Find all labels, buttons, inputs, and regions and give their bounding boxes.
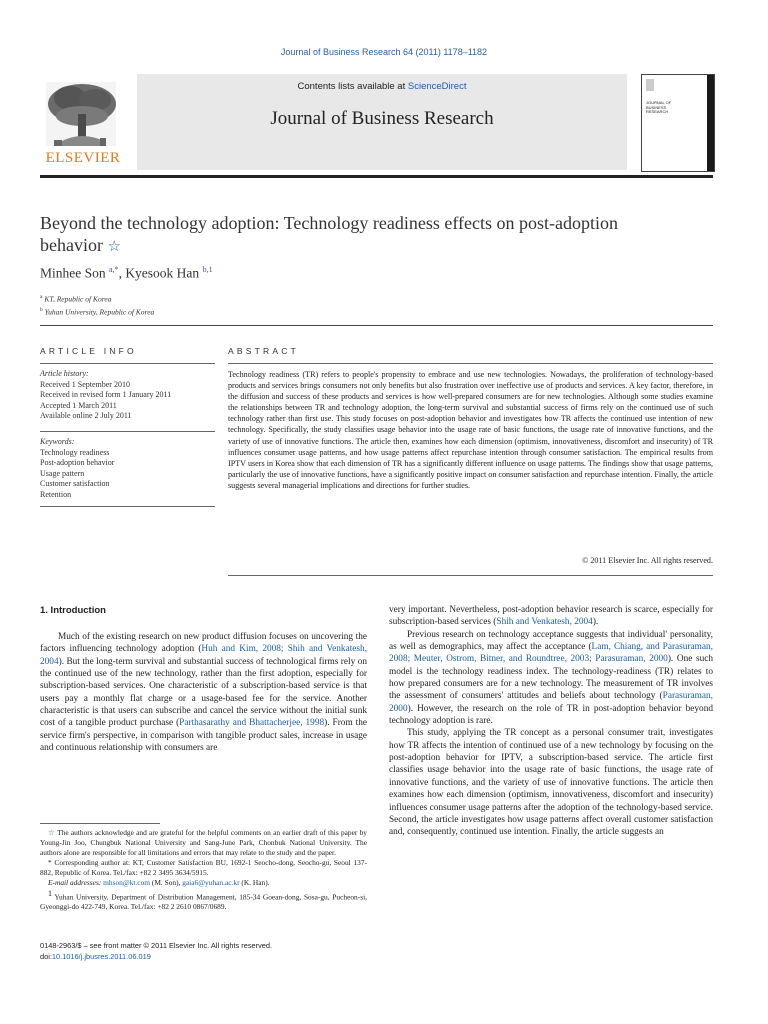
citation-link[interactable]: Shih and Venkatesh, 2004 bbox=[496, 617, 593, 628]
page-footer bbox=[40, 940, 367, 962]
affiliation-a: KT, Republic of Korea bbox=[44, 294, 112, 304]
author-list: Minhee Son $^{a,*}$, Kyesook Han $^{b,1}$ bbox=[40, 265, 213, 281]
abstract-text: Technology readiness (TR) refers to people's propensity to embrace and use new technologies. Nowadays, the proliferation of technology-based products and services brings consumers not only benefits but also frustration over ineffective use of products and services. A key factor, therefore, in the diffusion and success of these products and services is how well-prepared consumers are for new technologies. Although some studies examine the relationships between TR and technology adoption, the long-term survival and substantial success of firms rely on the continued use of such technology rather than first use. This study focuses on post-adoption behavior and investigates how TR affects the continued use intention of new technology. Specifically, the study classifies usage behavior into the usage rate of basic functions, the usage rate of innovative functions, and the variety of use of innovative functions. The article then, examines how each dimension (optimism, innovativeness, discomfort and insecurity) of TR influences consumer usage patterns, and how usage patterns affect repurchase intention through consumer satisfaction. The empirical results from IPTV users in Korea show that each dimension of TR has a significantly different influence on usage patterns. The findings show that usage patterns, particularly the use of innovative functions, have a significantly positive impact on consumer satisfaction and repurchase intention. Finally, the article suggests several managerial implications and directions for further studies. bbox=[228, 370, 713, 490]
contents-available-line: Contents lists available at ScienceDirect bbox=[297, 81, 467, 92]
elsevier-logo bbox=[40, 80, 126, 170]
citation-link[interactable]: Huh and Kim, 2008; Shih and Venkatesh, 2004 bbox=[40, 644, 367, 667]
paragraph: Much of the existing research on new product diffusion focuses on uncovering the factors influencing technology adoption (Huh and Kim, 2008; Shih and Venkatesh, 2004). But the long-term survival and substantial success of technological firms rely on the continued use of the new technology, rather than the first adoption, especially for subscription-based services. One characteristic of a subscription-based service is that users pay a monthly flat charge or a usage-based fee for the service. Another characteristic is that users can subscribe and cancel the service without the initial sunk cost of a tangible product purchase (Parthasarathy and Bhattacherjee, 1998). From the service firm's perspective, in comparison with tangible product sales, increase in usage and continuous relationship with consumers are bbox=[40, 632, 368, 754]
paragraph: This study, applying the TR concept as a personal consumer trait, investigates how TR affects the intention of continued use of a new technology by focusing on the post-adoption behavior for IPTV, a subscription-based service. The article first classifies usage behavior into the usage rate of basic functions, the usage rate of innovative functions, and the variety of use of innovative functions. The article then examines how each dimension (optimism, innovativeness, discomfort and insecurity) influences consumer usage patterns after the adoption of the technology-based service. Second, the article investigates how usage patterns affect overall customer satisfaction and, consequently, continued use intention. Finally, the article suggests an bbox=[389, 728, 713, 838]
sciencedirect-link[interactable]: ScienceDirect bbox=[407, 81, 467, 92]
citation-link[interactable]: Lam, Chiang, and Parasuraman, 2008; Meuter, Ostrom, Bitner, and Roundtree, 2003; Parasuraman, 2000 bbox=[389, 642, 713, 665]
footnote-rule bbox=[40, 823, 160, 824]
abstract-copyright: © 2011 Elsevier Inc. All rights reserved. bbox=[582, 556, 713, 565]
article-title: Beyond the technology adoption: Technology readiness effects on post-adoption behavior ☆ bbox=[40, 213, 618, 255]
author-han-affil[interactable]: b,1 bbox=[202, 265, 213, 274]
keyword: Post-adoption behavior bbox=[40, 458, 115, 467]
email-link[interactable]: mhson@kt.com bbox=[103, 878, 151, 888]
journal-name: Journal of Business Research bbox=[270, 108, 494, 129]
doi-link[interactable]: 10.1016/j.jbusres.2011.06.019 bbox=[51, 952, 151, 961]
journal-header-box bbox=[137, 74, 627, 170]
keyword: Retention bbox=[40, 489, 72, 499]
paragraph: Previous research on technology acceptance suggests that individual' personality, as well as demographics, may affect the acceptance (Lam, Chiang, and Parasuraman, 2008; Meuter, Ostrom, Bitner, and Roundtree, 2003; Parasuraman, 2000). One such model is the technology readiness index. The technology-readiness (TR) relates to how prepared consumers are for a new technology. The measurement of TR involves the assessment of consumers' attitudes and beliefs about technology (Parasuraman, 2000). However, the research on the role of TR in post-adoption behavior beyond technology adoption is rare. bbox=[389, 629, 713, 727]
doi-line: doi:10.1016/j.jbusres.2011.06.019 bbox=[40, 952, 151, 961]
history-item: Accepted 1 March 2011 bbox=[40, 400, 117, 410]
title-footnote-star[interactable]: ☆ bbox=[107, 239, 121, 255]
keyword: Customer satisfaction bbox=[40, 479, 110, 488]
cover-title: JOURNAL OF BUSINESS RESEARCH bbox=[646, 100, 672, 114]
paragraph: very important. Nevertheless, post-adoption behavior research is scarce, especially for subscription-based services (Shih and Venkatesh, 2004). bbox=[389, 605, 713, 628]
title-rule bbox=[40, 325, 713, 326]
article-history: Article history: Received 1 September 2010 Received in revised form 1 January 2011 Accepted 1 March 2011 Available online 2 July 2011 bbox=[40, 369, 215, 422]
keyword: Usage pattern bbox=[40, 468, 85, 478]
header-rule bbox=[40, 175, 713, 178]
author-son: Minhee Son bbox=[40, 265, 106, 281]
journal-cover-thumbnail bbox=[641, 74, 715, 172]
affiliations: $^a$ KT, Republic of Korea $^b$ Yuhan University, Republic of Korea bbox=[40, 294, 155, 316]
footnote: * Corresponding author at: KT, Customer Satisfaction BU, 1692-1 Seocho-dong, Seocho-gu, Seoul 137-882, Republic of Korea. Tel./fax: +82 2 3495 3634/5915. bbox=[40, 858, 367, 878]
article-info-heading: ARTICLE INFO bbox=[40, 346, 137, 356]
body-column-left bbox=[40, 631, 367, 754]
body-column-right bbox=[389, 604, 713, 839]
citation-link[interactable]: Parasuraman, 2000 bbox=[389, 691, 713, 714]
email-link[interactable]: gaia6@yuhan.ac.kr bbox=[182, 878, 240, 888]
section-heading-introduction: 1. Introduction bbox=[40, 605, 106, 616]
footnote: ☆ The authors acknowledge and are grateful for the helpful comments on an earlier draft of this paper by Young-Jin Joo, Chungbuk National University and Sang-June Park, Chonbuk National University. The authors alone are responsible for all limitations and errors that may relate to the study and the paper. bbox=[40, 828, 367, 858]
author-son-affil[interactable]: a,* bbox=[109, 265, 119, 274]
footnote: $^1$ Yuhan University, Department of Distribution Management, 185-34 Goean-dong, Sosa-gu, Pucheon-si, Gyeonggi-do 422-749, Korea. Tel./fax: +82 2 2610 0867/0689. bbox=[40, 888, 367, 912]
history-item: Available online 2 July 2011 bbox=[40, 411, 132, 420]
elsevier-wordmark: ELSEVIER bbox=[45, 150, 121, 166]
history-item: Received in revised form 1 January 2011 bbox=[40, 390, 172, 399]
citation-link[interactable]: Parthasarathy and Bhattacherjee, 1998 bbox=[179, 718, 325, 729]
abstract-heading: ABSTRACT bbox=[228, 346, 299, 356]
front-matter-line: 0148-2963/$ – see front matter © 2011 Elsevier Inc. All rights reserved. bbox=[40, 941, 273, 950]
history-item: Received 1 September 2010 bbox=[40, 379, 130, 389]
footnote-emails: E-mail addresses: mhson@kt.com (M. Son), gaia6@yuhan.ac.kr (K. Han). bbox=[48, 878, 270, 888]
journal-citation[interactable]: Journal of Business Research 64 (2011) 1178–1182 bbox=[280, 47, 488, 57]
footnotes bbox=[40, 828, 367, 912]
author-han: Kyesook Han bbox=[125, 265, 200, 281]
cover-logo-icon bbox=[646, 79, 654, 91]
keyword: Technology readiness bbox=[40, 447, 110, 457]
affiliation-b: Yuhan University, Republic of Korea bbox=[44, 307, 155, 316]
keywords: Keywords: Technology readiness Post-adoption behavior Usage pattern Customer satisfaction Retention bbox=[40, 437, 215, 500]
